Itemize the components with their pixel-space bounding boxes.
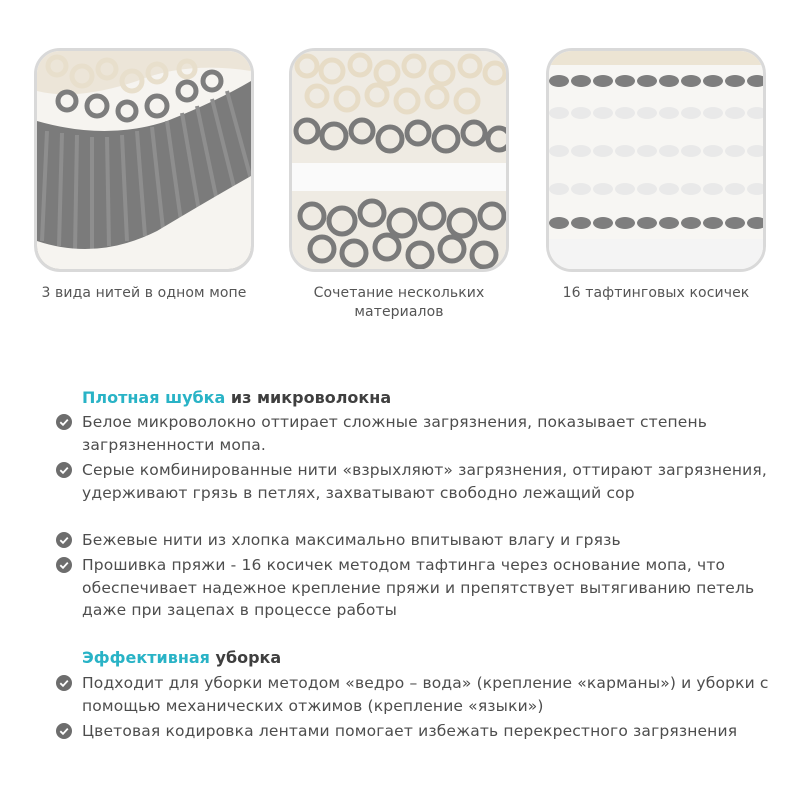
list-item-text: Прошивка пряжи - 16 косичек методом тафтинга через основание мопа, что обеспечивает надежное крепление пряжи и препятствует вытягиванию петель даже при зацепах в процессе работы [82,556,755,619]
list-item-text: Серые комбинированные нити «взрыхляют» загрязнения, оттирают загрязнения, удерживают грязь в петлях, захватывают свободно лежащий сор [82,461,767,502]
check-circle-icon [56,462,72,478]
mop-loops-photo [289,48,509,272]
mop-loops-photo-icon [292,51,506,269]
check-circle-icon [56,723,72,739]
mop-fringe-photo [34,48,254,272]
mop-fringe-photo-icon [37,51,251,269]
mop-braids-photo [546,48,766,272]
section-title-accent: Эффективная [82,648,210,667]
photo-caption: Сочетание нескольких материалов [313,285,485,320]
section-title [82,388,391,407]
mop-braids-photo-icon [549,51,763,269]
section-title [82,648,281,667]
photo-caption: 3 вида нитей в одном мопе [41,285,247,301]
check-circle-icon [56,532,72,548]
list-item-text: Подходит для уборки методом «ведро – вода» (крепление «карманы») и уборки с помощью механических отжимов (крепление «языки») [82,674,769,715]
section-title-rest: уборка [209,648,282,667]
list-item-text: Белое микроволокно оттирает сложные загрязнения, показывает степень загрязненности мопа. [82,413,708,454]
photo-caption: 16 тафтинговых косичек [562,285,750,301]
check-circle-icon [56,414,72,430]
section-title-rest: из микроволокна [225,388,392,407]
check-circle-icon [56,557,72,573]
section-title-accent: Плотная шубка [82,388,226,407]
list-item-text: Цветовая кодировка лентами помогает избежать перекрестного загрязнения [82,722,738,740]
photo-gallery [0,0,800,340]
check-circle-icon [56,675,72,691]
list-item-text: Бежевые нити из хлопка максимально впитывают влагу и грязь [82,531,621,549]
